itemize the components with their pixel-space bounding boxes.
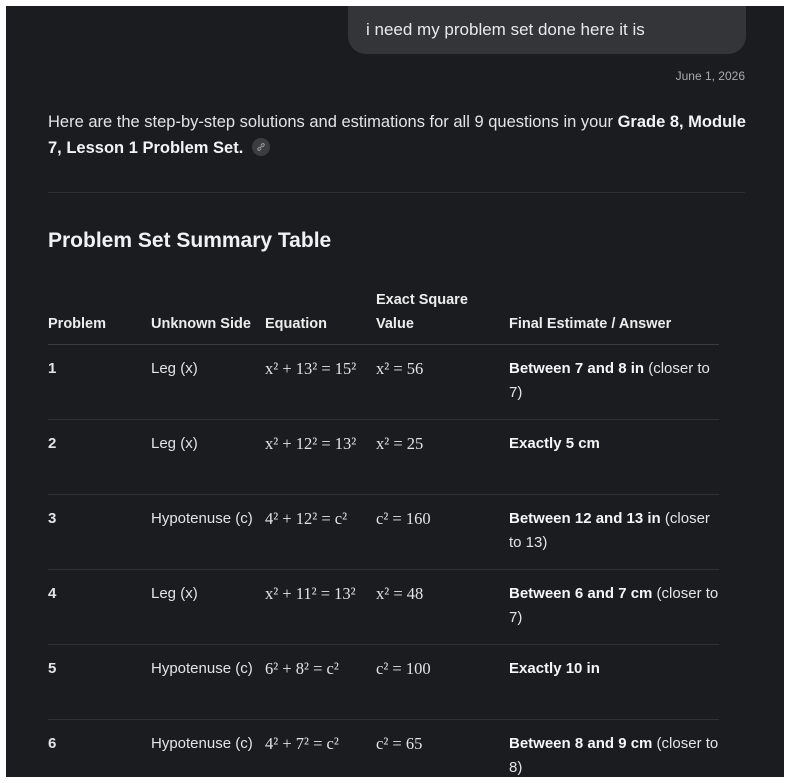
final-answer	[509, 720, 719, 778]
table-row	[48, 345, 719, 420]
exact-square: x² = 56	[376, 345, 509, 420]
problem-number: 6	[48, 720, 151, 778]
problem-number: 2	[48, 420, 151, 495]
equation: x² + 12² = 13²	[265, 420, 376, 495]
final-answer	[509, 570, 719, 645]
exact-square: c² = 100	[376, 645, 509, 720]
answer-bold: Between 12 and 13 in	[509, 510, 661, 527]
exact-square: x² = 25	[376, 420, 509, 495]
intro-bold-text: Grade 8, Module 7, Lesson 1 Problem Set.	[48, 113, 746, 157]
answer-bold: Exactly 10 in	[509, 660, 600, 677]
final-answer	[509, 420, 719, 495]
answer-bold: Between 8 and 9 cm	[509, 735, 653, 752]
equation: 4² + 12² = c²	[265, 495, 376, 570]
answer-note: (closer to 8)	[509, 735, 719, 776]
header-problem: Problem	[48, 282, 151, 345]
unknown-side: Leg (x)	[151, 420, 265, 495]
equation: x² + 11² = 13²	[265, 570, 376, 645]
table-row	[48, 720, 719, 778]
unknown-side: Hypotenuse (c)	[151, 645, 265, 720]
equation: 6² + 8² = c²	[265, 645, 376, 720]
summary-table	[48, 282, 719, 777]
final-answer	[509, 495, 719, 570]
exact-square: x² = 48	[376, 570, 509, 645]
header-final-answer: Final Estimate / Answer	[509, 282, 719, 345]
answer-bold: Between 7 and 8 in	[509, 360, 645, 377]
answer-note: (closer to 7)	[509, 585, 719, 626]
header-equation: Equation	[265, 282, 376, 345]
header-unknown-side: Unknown Side	[151, 282, 265, 345]
message-timestamp: June 1, 2026	[675, 69, 745, 83]
section-title: Problem Set Summary Table	[48, 229, 332, 252]
equation: 4² + 7² = c²	[265, 720, 376, 778]
answer-bold: Between 6 and 7 cm	[509, 585, 653, 602]
unknown-side: Hypotenuse (c)	[151, 495, 265, 570]
table-header-row	[48, 282, 719, 345]
user-message-text: i need my problem set done here it is	[366, 20, 645, 39]
unknown-side: Leg (x)	[151, 570, 265, 645]
final-answer	[509, 345, 719, 420]
final-answer	[509, 645, 719, 720]
problem-number: 4	[48, 570, 151, 645]
exact-square: c² = 65	[376, 720, 509, 778]
table-row	[48, 570, 719, 645]
answer-bold: Exactly 5 cm	[509, 435, 600, 452]
table-row	[48, 495, 719, 570]
answer-note: (closer to 7)	[509, 360, 710, 401]
response-intro	[48, 109, 748, 161]
unknown-side: Leg (x)	[151, 345, 265, 420]
intro-text: Here are the step-by-step solutions and estimations for all 9 questions in your	[48, 113, 618, 131]
unknown-side: Hypotenuse (c)	[151, 720, 265, 778]
table-row	[48, 645, 719, 720]
link-icon[interactable]	[252, 138, 270, 156]
header-exact-square: Exact Square Value	[376, 282, 509, 345]
equation: x² + 13² = 15²	[265, 345, 376, 420]
problem-number: 3	[48, 495, 151, 570]
divider	[48, 192, 745, 193]
answer-note: (closer to 13)	[509, 510, 710, 551]
problem-number: 1	[48, 345, 151, 420]
table-row	[48, 420, 719, 495]
exact-square: c² = 160	[376, 495, 509, 570]
problem-number: 5	[48, 645, 151, 720]
user-message-bubble	[348, 6, 746, 54]
chat-window	[6, 6, 784, 777]
